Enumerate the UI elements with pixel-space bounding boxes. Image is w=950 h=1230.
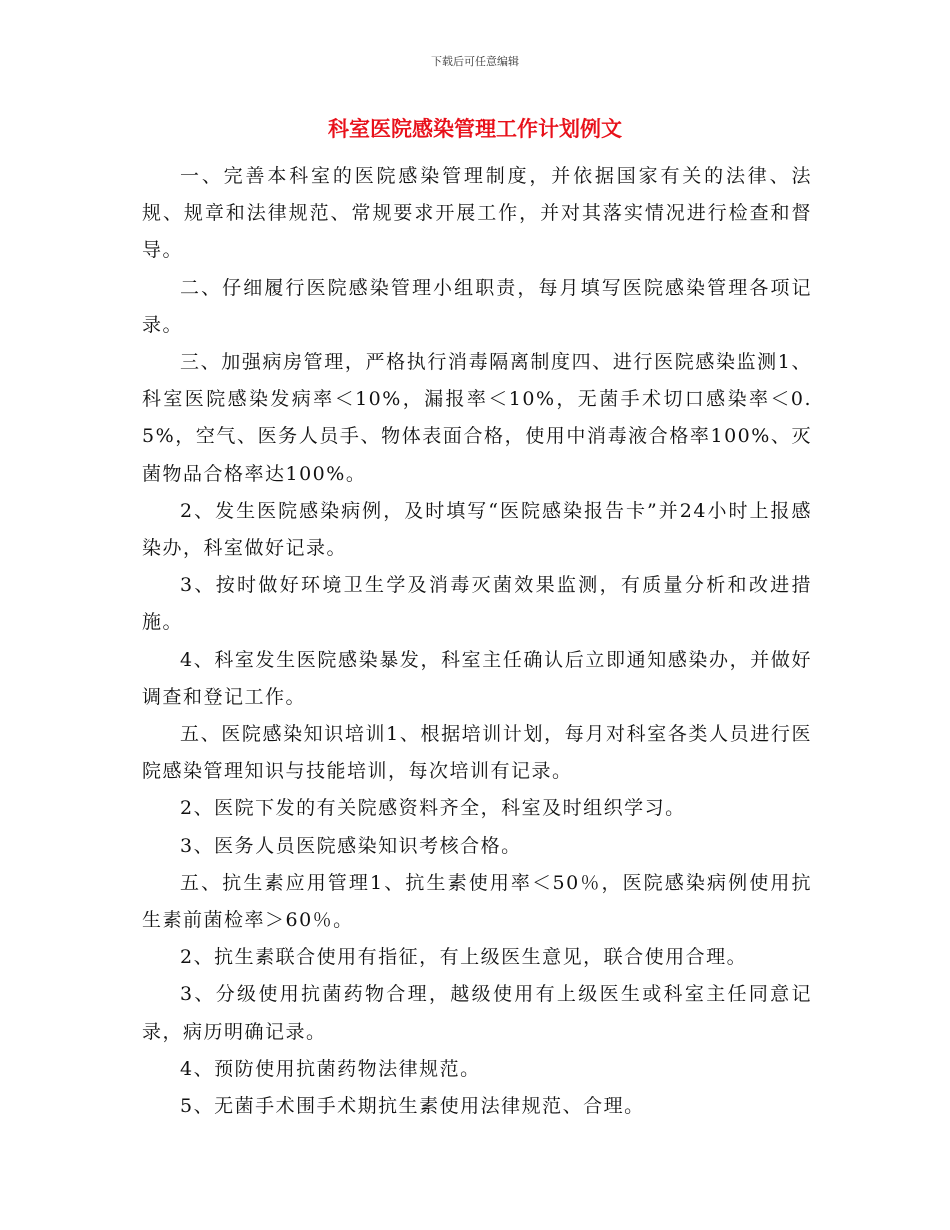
paragraph-11: 2、抗生素联合使用有指征，有上级医生意见，联合使用合理。 bbox=[180, 946, 748, 969]
paragraph-7: 五、医院感染知识培训1、根据培训计划，每月对科室各类人员进行医院感染管理知识与技能培训，每次培训有记录。 bbox=[142, 723, 812, 783]
paragraph-10: 五、抗生素应用管理1、抗生素使用率＜50％，医院感染病例使用抗生素前菌检率＞60％。 bbox=[142, 871, 812, 932]
paragraph-9: 3、医务人员医院感染知识考核合格。 bbox=[180, 834, 522, 857]
paragraph-14: 5、无菌手术围手术期抗生素使用法律规范、合理。 bbox=[180, 1095, 645, 1118]
document-title: 科室医院感染管理工作计划例文 bbox=[328, 117, 622, 141]
paragraph-13: 4、预防使用抗菌药物法律规范。 bbox=[180, 1057, 481, 1080]
paragraph-6: 4、科室发生医院感染暴发，科室主任确认后立即通知感染办，并做好调查和登记工作。 bbox=[142, 648, 812, 708]
header-note: 下载后可任意编辑 bbox=[431, 55, 519, 68]
paragraph-12: 3、分级使用抗菌药物合理，越级使用有上级医生或科室主任同意记录，病历明确记录。 bbox=[142, 983, 812, 1043]
paragraph-1: 一、完善本科室的医院感染管理制度，并依据国家有关的法律、法规、规章和法律规范、常规要求开展工作，并对其落实情况进行检查和督导。 bbox=[142, 165, 812, 262]
paragraph-4: 2、发生医院感染病例，及时填写“医院感染报告卡”并24小时上报感染办，科室做好记录。 bbox=[142, 499, 812, 560]
paragraph-8: 2、医院下发的有关院感资料齐全，科室及时组织学习。 bbox=[180, 797, 686, 820]
paragraph-3: 三、加强病房管理，严格执行消毒隔离制度四、进行医院感染监测1、科室医院感染发病率＜10%，漏报率＜10%，无菌手术切口感染率＜0.5%，空气、医务人员手、物体表面合格，使用中消毒液合格率100%、灭菌物品合格率达100%。 bbox=[142, 351, 812, 485]
document-body bbox=[142, 158, 812, 1125]
paragraph-5: 3、按时做好环境卫生学及消毒灭菌效果监测，有质量分析和改进措施。 bbox=[142, 574, 812, 634]
paragraph-2: 二、仔细履行医院感染管理小组职责，每月填写医院感染管理各项记录。 bbox=[142, 276, 812, 336]
